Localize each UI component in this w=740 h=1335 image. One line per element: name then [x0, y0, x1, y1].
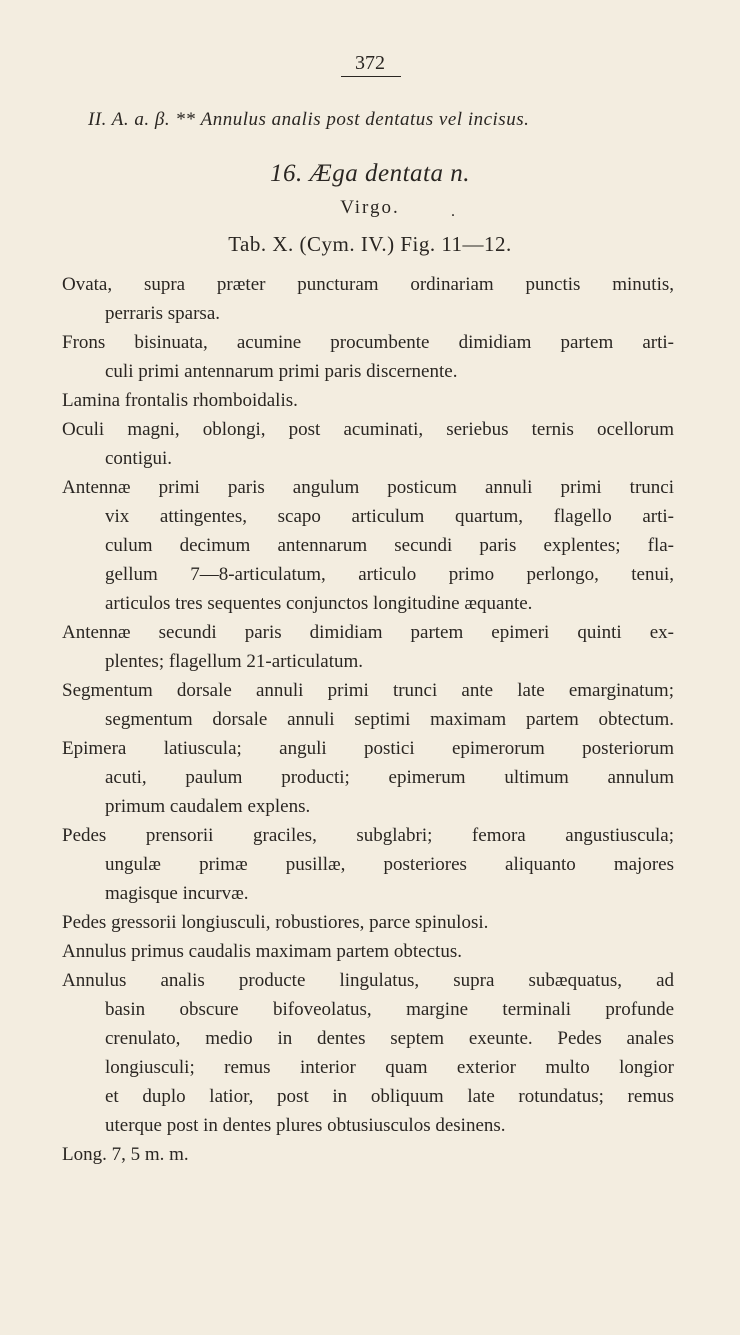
description-line: contigui.: [105, 448, 173, 469]
description-line: Annulus analis producte lingulatus, supra subæquatus, ad: [62, 970, 674, 991]
description-line: longiusculi; remus interior quam exterior multo longior: [105, 1057, 674, 1078]
description-line: uterque post in dentes plures obtusiusculos desinens.: [105, 1115, 506, 1136]
description-line: Ovata, supra præter puncturam ordinariam punctis minutis,: [62, 274, 674, 295]
description-line: magisque incurvæ.: [105, 883, 249, 904]
description-line: primum caudalem explens.: [105, 796, 311, 817]
plate-reference: Tab. X. (Cym. IV.) Fig. 11—12.: [228, 232, 512, 256]
description-line: et duplo latior, post in obliquum late rotundatus; remus: [105, 1086, 674, 1107]
description-line: crenulato, medio in dentes septem exeunte. Pedes anales: [105, 1028, 674, 1049]
species-description: [62, 270, 674, 1169]
description-line: culum decimum antennarum secundi paris explentes; fla-: [105, 535, 674, 556]
description-line: articulos tres sequentes conjunctos longitudine æquante.: [105, 593, 533, 614]
description-line: Annulus primus caudalis maximam partem obtectus.: [62, 941, 462, 962]
description-line: vix attingentes, scapo articulum quartum, flagello arti-: [105, 506, 674, 527]
description-line: plentes; flagellum 21-articulatum.: [105, 651, 364, 672]
description-line: Frons bisinuata, acumine procumbente dimidiam partem arti-: [62, 332, 674, 353]
description-line: Lamina frontalis rhomboidalis.: [62, 390, 298, 411]
description-line: basin obscure bifoveolatus, margine terminali profunde: [105, 999, 674, 1020]
description-line: Long. 7, 5 m. m.: [62, 1144, 189, 1165]
description-line: Pedes gressorii longiusculi, robustiores, parce spinulosi.: [62, 912, 489, 933]
page-number-rule: [341, 76, 401, 77]
description-line: ungulæ primæ pusillæ, posteriores aliquanto majores: [105, 854, 674, 875]
description-line: Antennæ primi paris angulum posticum annuli primi trunci: [62, 477, 674, 498]
description-line: perraris sparsa.: [105, 303, 221, 324]
description-line: gellum 7—8-articulatum, articulo primo perlongo, tenui,: [105, 564, 674, 585]
description-line: culi primi antennarum primi paris discernente.: [105, 361, 458, 382]
description-line: segmentum dorsale annuli septimi maximam partem obtectum.: [105, 709, 674, 730]
description-line: Segmentum dorsale annuli primi trunci ante late emarginatum;: [62, 680, 674, 701]
section-header: II. A. a. β. ** Annulus analis post dentatus vel incisus.: [88, 109, 530, 130]
page-number: 372: [355, 52, 385, 74]
sex-label: Virgo.: [340, 197, 400, 218]
description-line: Oculi magni, oblongi, post acuminati, seriebus ternis ocellorum: [62, 419, 674, 440]
description-line: acuti, paulum producti; epimerum ultimum annulum: [105, 767, 674, 788]
description-line: Epimera latiuscula; anguli postici epimerorum posteriorum: [62, 738, 674, 759]
description-line: Pedes prensorii graciles, subglabri; femora angustiuscula;: [62, 825, 674, 846]
stray-mark: .: [451, 203, 455, 220]
species-title: 16. Ӕga dentata n.: [270, 160, 470, 187]
description-line: Antennæ secundi paris dimidiam partem epimeri quinti ex-: [62, 622, 674, 643]
